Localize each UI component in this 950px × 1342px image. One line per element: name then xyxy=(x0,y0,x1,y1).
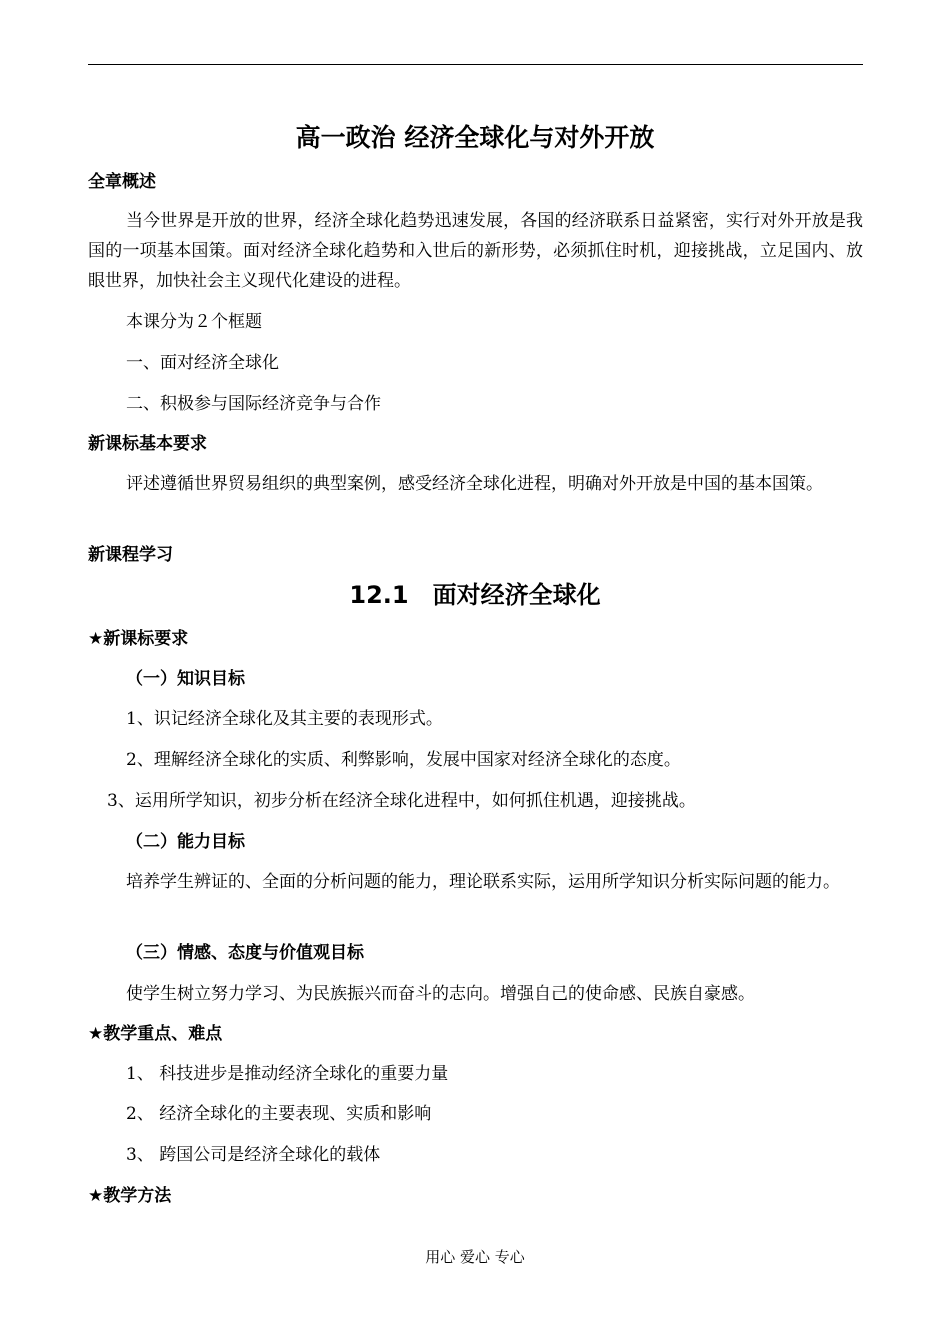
knowledge-goal-heading: （一）知识目标 xyxy=(126,669,245,689)
standard-heading: 新课标基本要求 xyxy=(88,434,207,454)
course-split-text: 本课分为２个框题 xyxy=(126,312,262,332)
knowledge-goal-3: 3、运用所学知识，初步分析在经济全球化进程中，如何抓住机遇，迎接挑战。 xyxy=(107,791,696,811)
key-point-3: 3、 跨国公司是经济全球化的载体 xyxy=(126,1145,381,1165)
knowledge-goal-1: 1、识记经济全球化及其主要的表现形式。 xyxy=(126,709,443,729)
ability-goal-heading: （二）能力目标 xyxy=(126,832,245,852)
emotion-goal-paragraph: 使学生树立努力学习、为民族振兴而奋斗的志向。增强自己的使命感、民族自豪感。 xyxy=(126,984,755,1004)
study-heading: 新课程学习 xyxy=(88,545,173,565)
page-title: 高一政治 经济全球化与对外开放 xyxy=(295,123,655,152)
page-footer: 用心 爱心 专心 xyxy=(425,1248,525,1266)
key-point-1: 1、 科技进步是推动经济全球化的重要力量 xyxy=(126,1064,449,1084)
ability-goal-paragraph: 培养学生辨证的、全面的分析问题的能力，理论联系实际，运用所学知识分析实际问题的能力。 xyxy=(126,872,840,892)
overview-heading: 全章概述 xyxy=(88,172,156,192)
frame-item-2: 二、积极参与国际经济竞争与合作 xyxy=(126,394,381,414)
overview-paragraph: 当今世界是开放的世界，经济全球化趋势迅速发展，各国的经济联系日益紧密，实行对外开放是我国的一项基本国策。面对经济全球化趋势和入世后的新形势，必须抓住时机，迎接挑战，立足国内、放眼世界，加快社会主义现代化建设的进程。 xyxy=(88,211,863,291)
standard-paragraph: 评述遵循世界贸易组织的典型案例，感受经济全球化进程，明确对外开放是中国的基本国策。 xyxy=(126,474,823,494)
section-title: 12.1 面对经济全球化 xyxy=(349,581,601,609)
key-points-heading: ★教学重点、难点 xyxy=(88,1024,223,1044)
key-point-2: 2、 经济全球化的主要表现、实质和影响 xyxy=(126,1104,432,1124)
emotion-goal-heading: （三）情感、态度与价值观目标 xyxy=(126,943,364,963)
header-rule xyxy=(88,64,863,65)
teaching-method-heading: ★教学方法 xyxy=(88,1186,172,1206)
frame-item-1: 一、面对经济全球化 xyxy=(126,353,279,373)
requirements-heading: ★新课标要求 xyxy=(88,629,189,649)
knowledge-goal-2: 2、理解经济全球化的实质、利弊影响，发展中国家对经济全球化的态度。 xyxy=(126,750,681,770)
